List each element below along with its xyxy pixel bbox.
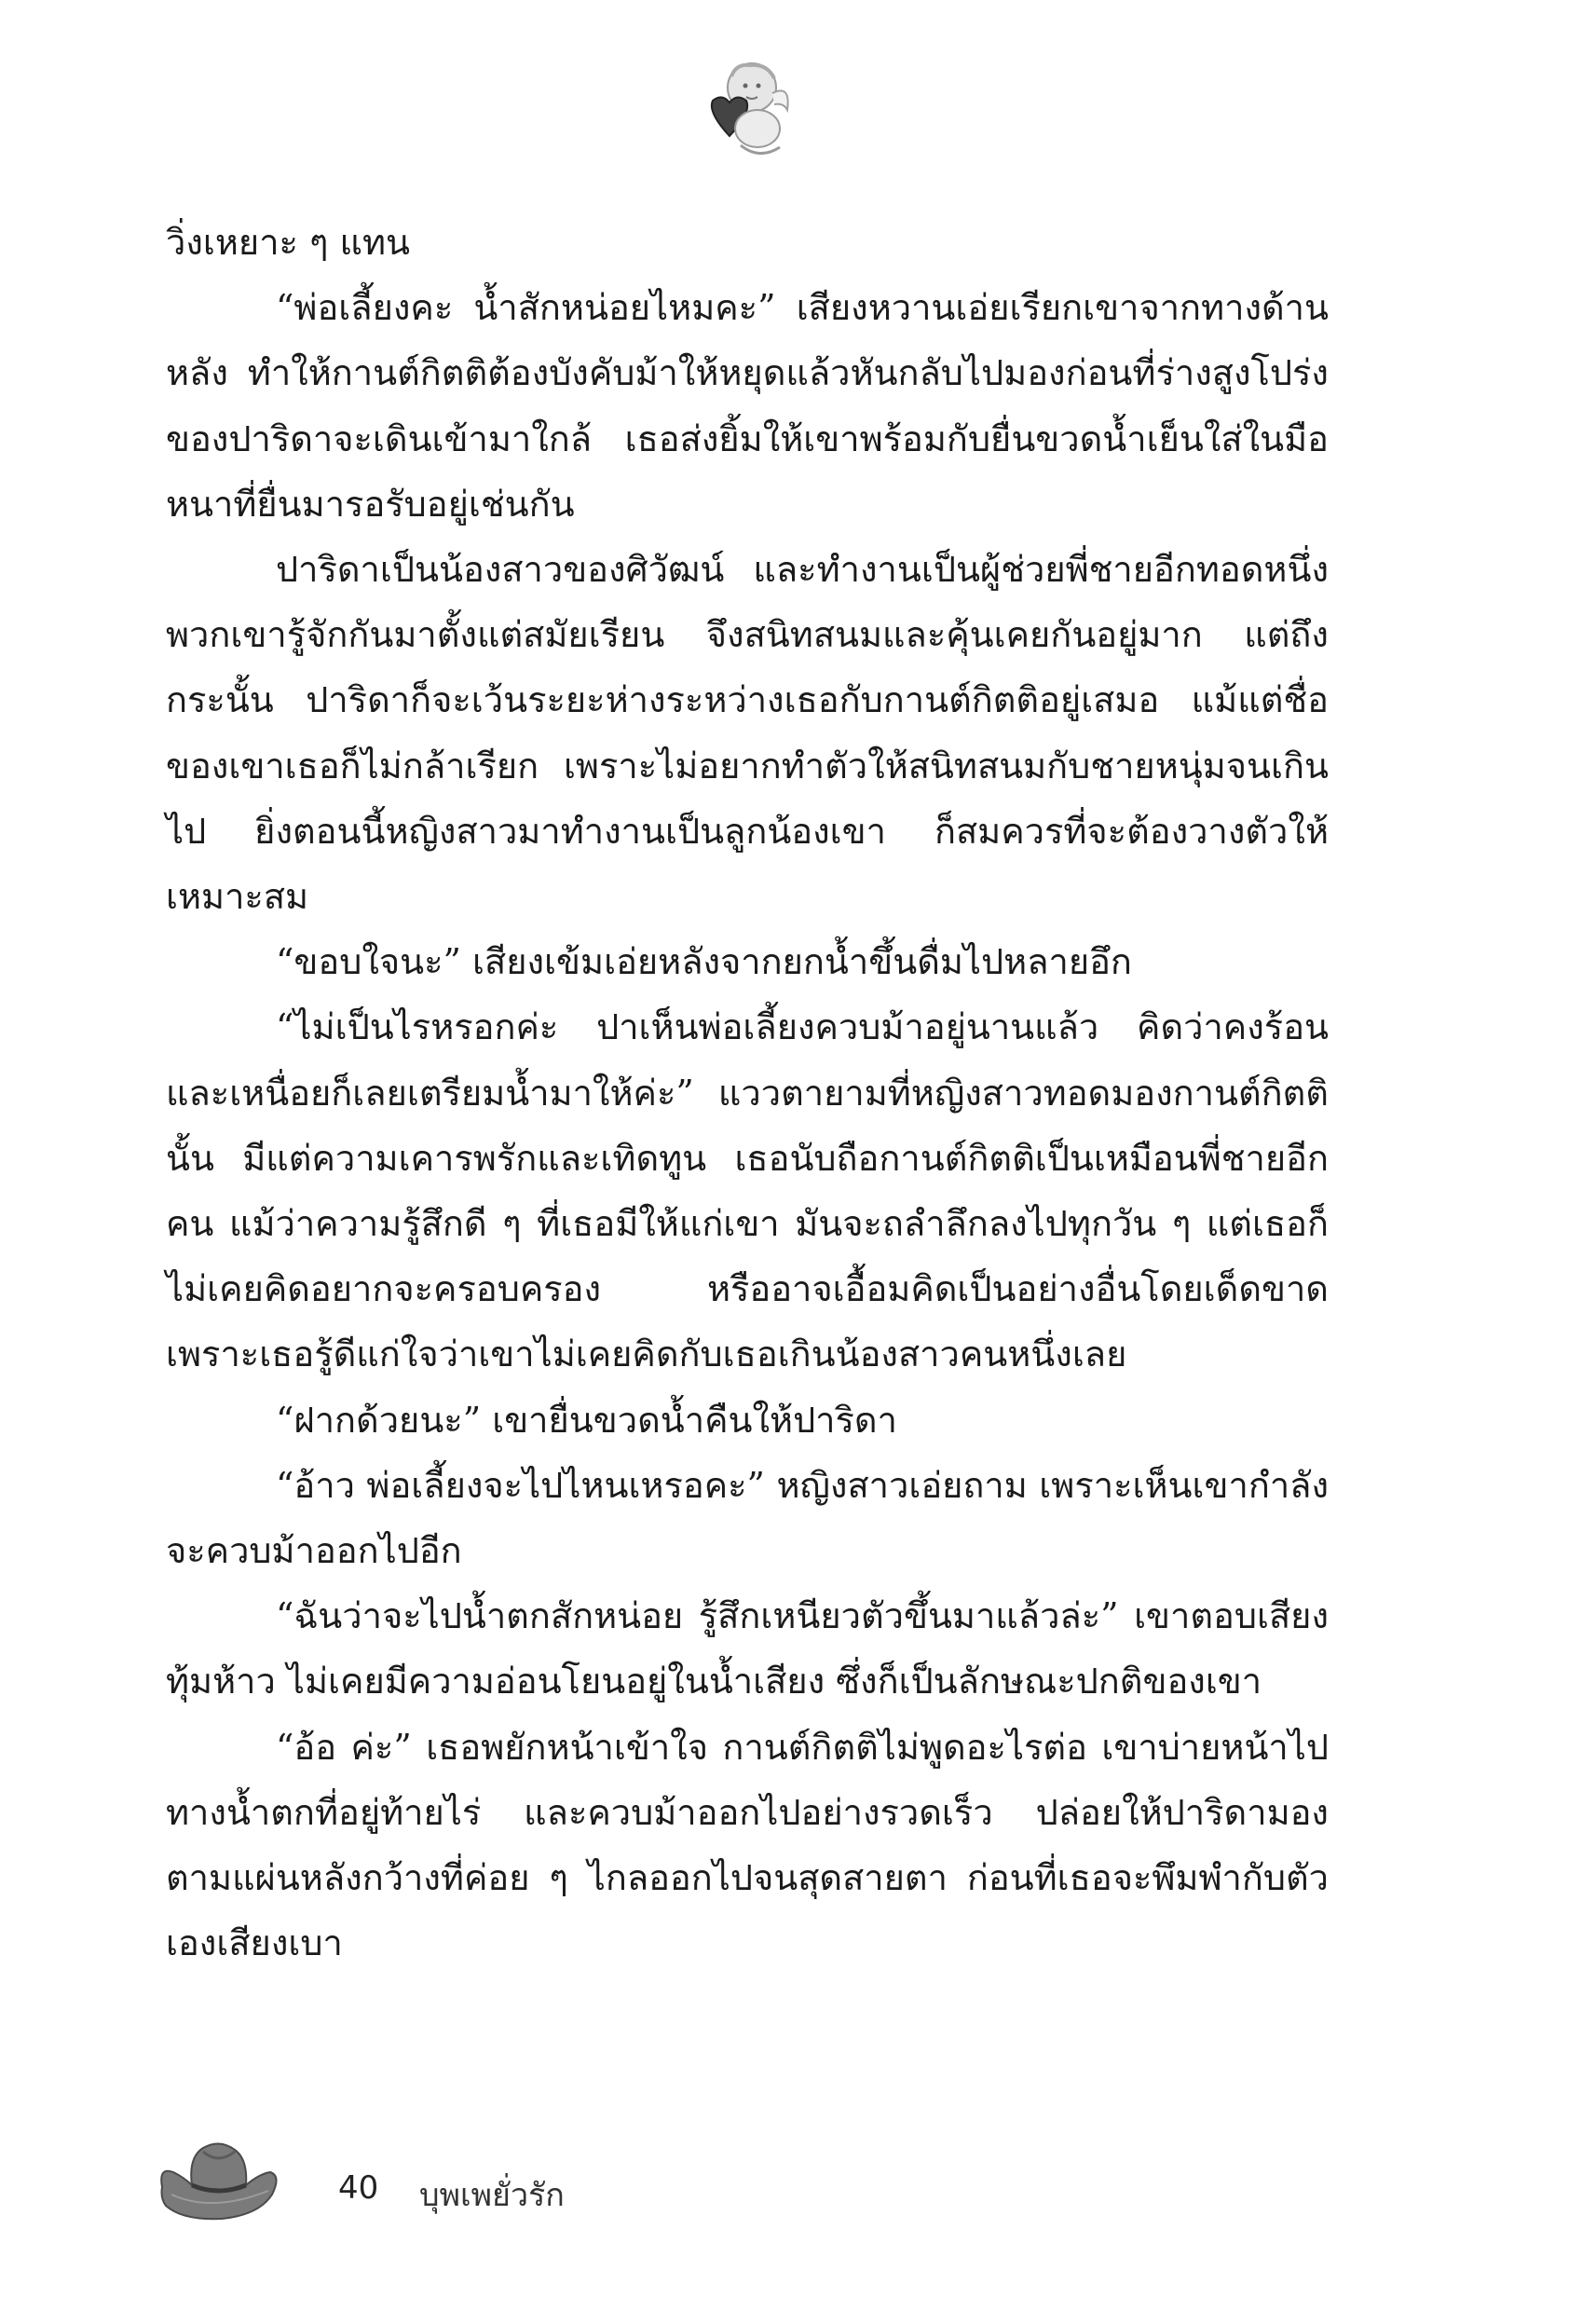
cowboy-hat-icon [157, 2129, 282, 2227]
paragraph: “ไม่เป็นไรหรอกค่ะ ปาเห็นพ่อเลี้ยงควบม้าอยู่นานแล้ว คิดว่าคงร้อนและเหนื่อยก็เลยเตรียมน้ำมาให้ค่ะ” แววตายามที่หญิงสาวทอดมองกานต์กิตตินั้น มีแต่ความเคารพรักและเทิดทูน เธอนับถือกานต์กิตติเป็นเหมือนพี่ชายอีกคน แม้ว่าความรู้สึกดี ๆ ที่เธอมีให้แก่เขา มันจะถลำลึกลงไปทุกวัน ๆ แต่เธอก็ไม่เคยคิดอยากจะครอบครอง หรืออาจเอื้อมคิดเป็นอย่างอื่นโดยเด็ดขาด เพราะเธอรู้ดีแก่ใจว่าเขาไม่เคยคิดกับเธอเกินน้องสาวคนหนึ่งเลย [166, 1006, 1329, 1375]
paragraph: “ฉันว่าจะไปน้ำตกสักหน่อย รู้สึกเหนียวตัวขึ้นมาแล้วล่ะ” เขาตอบเสียงทุ้มห้าว ไม่เคยมีความอ่อนโยนอยู่ในน้ำเสียง ซึ่งก็เป็นลักษณะปกติของเขา [166, 1595, 1329, 1702]
page-footer [157, 2129, 809, 2241]
body-text [166, 210, 1329, 1976]
paragraph: ปาริดาเป็นน้องสาวของศิวัฒน์ และทำงานเป็นผู้ช่วยพี่ชายอีกทอดหนึ่ง พวกเขารู้จักกันมาตั้งแต่สมัยเรียน จึงสนิทสนมและคุ้นเคยกันอยู่มาก แต่ถึงกระนั้น ปาริดาก็จะเว้นระยะห่างระหว่างเธอกับกานต์กิตติอยู่เสมอ แม้แต่ชื่อของเขาเธอก็ไม่กล้าเรียก เพราะไม่อยากทำตัวให้สนิทสนมกับชายหนุ่มจนเกินไป ยิ่งตอนนี้หญิงสาวมาทำงานเป็นลูกน้องเขา ก็สมควรที่จะต้องวางตัวให้เหมาะสม [166, 549, 1329, 918]
paragraph: “พ่อเลี้ยงคะ น้ำสักหน่อยไหมคะ” เสียงหวานเอ่ยเรียกเขาจากทางด้านหลัง ทำให้กานต์กิตติต้องบังคับม้าให้หยุดแล้วหันกลับไปมองก่อนที่ร่างสูงโปร่งของปาริดาจะเดินเข้ามาใกล้ เธอส่งยิ้มให้เขาพร้อมกับยื่นขวดน้ำเย็นใส่ในมือหนาที่ยื่นมารอรับอยู่เช่นกัน [166, 287, 1329, 525]
paragraph: “อ้าว พ่อเลี้ยงจะไปไหนเหรอคะ” หญิงสาวเอ่ยถาม เพราะเห็นเขากำลังจะควบม้าออกไปอีก [166, 1464, 1329, 1572]
book-title: บุพเพยั่วรัก [419, 2177, 565, 2214]
paragraph: “อ้อ ค่ะ” เธอพยักหน้าเข้าใจ กานต์กิตติไม่พูดอะไรต่อ เขาบ่ายหน้าไปทางน้ำตกที่อยู่ท้ายไร่ และควบม้าออกไปอย่างรวดเร็ว ปล่อยให้ปาริดามองตามแผ่นหลังกว้างที่ค่อย ๆ ไกลออกไปจนสุดสายตา ก่อนที่เธอจะพึมพำกับตัวเองเสียงเบา [166, 1726, 1329, 1964]
paragraph: วิ่งเหยาะ ๆ แทน [166, 222, 411, 263]
paragraph: “ขอบใจนะ” เสียงเข้มเอ่ยหลังจากยกน้ำขึ้นดื่มไปหลายอึก [276, 941, 1132, 983]
paragraph: “ฝากด้วยนะ” เขายื่นขวดน้ำคืนให้ปาริดา [276, 1399, 897, 1441]
cupid-heart-icon [694, 56, 797, 163]
page-number: 40 [338, 2169, 379, 2207]
